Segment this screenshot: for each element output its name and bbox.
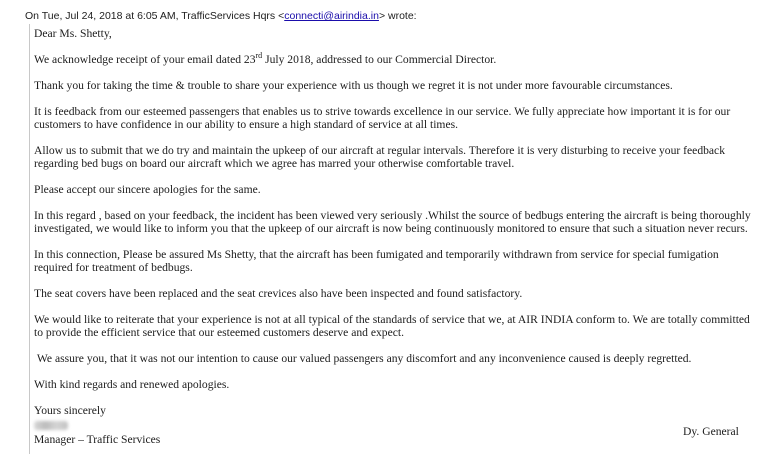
paragraph-regards: With kind regards and renewed apologies. xyxy=(34,378,230,391)
p1-superscript: rd xyxy=(255,51,263,60)
paragraph-acknowledgement xyxy=(34,53,754,66)
blurred-signer-name xyxy=(34,421,68,430)
paragraph-upkeep: Allow us to submit that we do try and maintain the upkeep of our aircraft at regular intervals. Therefore it is very disturbing to receive your feedback regarding bed bugs on board our aircraft which we agree has marred your otherwise comfortable travel. xyxy=(34,144,725,170)
quote-header-suffix: > wrote: xyxy=(378,10,417,22)
p1-before: We acknowledge receipt of your email dated 23 xyxy=(34,53,256,66)
letter-body xyxy=(34,27,754,446)
paragraph-assurance: We assure you, that it was not our intention to cause our valued passengers any discomfort and any inconvenience caused is deeply regretted. xyxy=(34,352,692,365)
paragraph-apology: Please accept our sincere apologies for the same. xyxy=(34,183,261,196)
closing: Yours sincerely xyxy=(34,404,106,417)
quote-header xyxy=(25,10,417,22)
paragraph-thanks: Thank you for taking the time & trouble to share your experience with us though we regret it is not under more favourable circumstances. xyxy=(34,79,673,92)
designation-right: Dy. General xyxy=(683,425,739,438)
paragraph-feedback: It is feedback from our esteemed passengers that enables us to strive towards excellence in our service. We fully appreciate how important it is for our customers to have confidence in our ability to ensure a high standard of service at all times. xyxy=(34,105,731,131)
salutation: Dear Ms. Shetty, xyxy=(34,27,112,40)
quote-header-prefix: On Tue, Jul 24, 2018 at 6:05 AM, TrafficServices Hqrs < xyxy=(25,10,285,22)
sender-email-link[interactable]: connecti@airindia.in xyxy=(284,10,379,22)
paragraph-seat-covers: The seat covers have been replaced and the seat crevices also have been inspected and found satisfactory. xyxy=(34,287,523,300)
signer-title: Manager – Traffic Services xyxy=(34,433,161,446)
paragraph-standards: We would like to reiterate that your experience is not at all typical of the standards of service that we, at AIR INDIA conform to. We are totally committed to provide the efficient service that our esteemed customers deserve and expect. xyxy=(34,313,750,339)
signature-area xyxy=(34,421,754,433)
p1-after: July 2018, addressed to our Commercial Director. xyxy=(262,53,497,66)
paragraph-fumigation: In this connection, Please be assured Ms Shetty, that the aircraft has been fumigated and temporarily withdrawn from service for special fumigation required for treatment of bedbugs. xyxy=(34,248,719,274)
paragraph-investigation: In this regard , based on your feedback, the incident has been viewed very seriously .Whilst the source of bedbugs entering the aircraft is being thoroughly investigated, we would like to inform you that the upkeep of our aircraft is now being continuously monitored to ensure that such a situation never recurs. xyxy=(34,209,751,235)
